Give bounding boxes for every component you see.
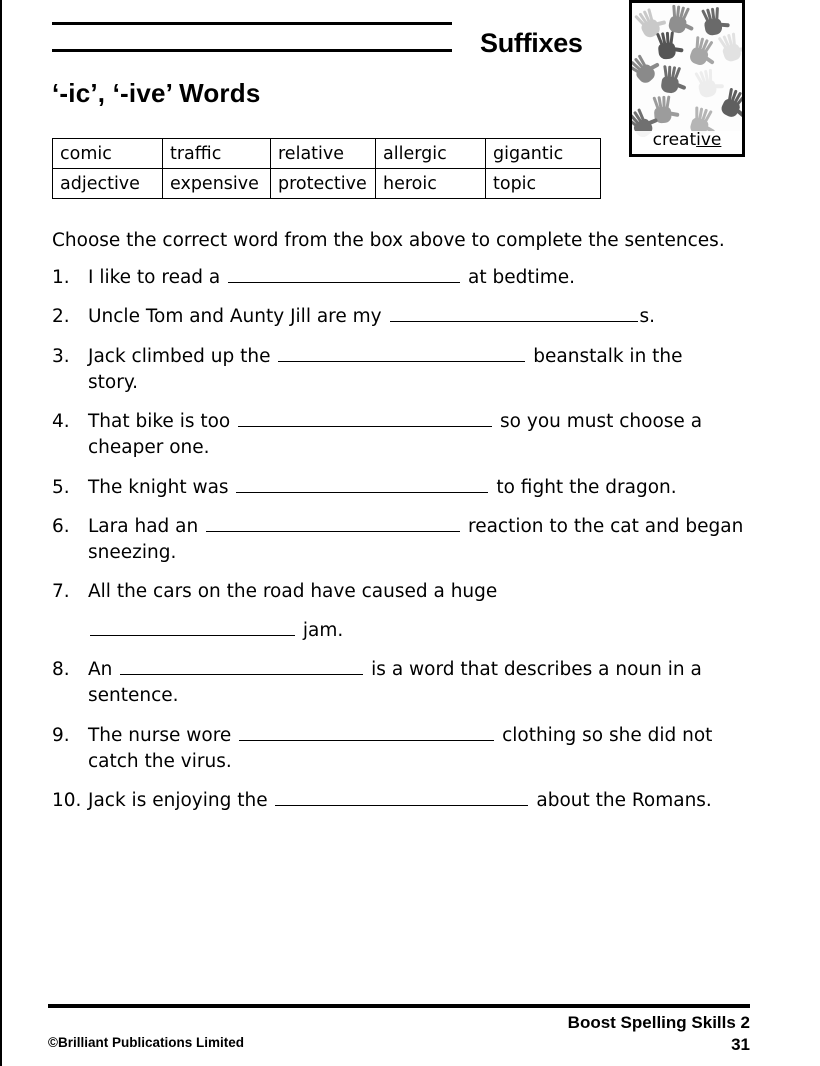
caption-prefix: creat <box>652 130 697 151</box>
item-text-after: to fight the dragon. <box>496 476 677 498</box>
item-text-after: jam. <box>302 619 344 641</box>
handprint-icon <box>656 63 686 96</box>
item-number: 9. <box>52 724 70 746</box>
handprint-icon <box>653 30 682 63</box>
item-text-tail: story. <box>88 371 139 393</box>
handprint-icon <box>714 30 745 67</box>
item-text-after: about the Romans. <box>536 790 712 812</box>
answer-blank[interactable] <box>228 265 460 283</box>
list-item <box>52 788 752 814</box>
item-text-before: The knight was <box>88 476 229 498</box>
item-text-before: I like to read a <box>88 267 221 289</box>
item-text-tail: sneezing. <box>88 542 177 564</box>
writing-line-1 <box>52 22 452 25</box>
list-item <box>52 514 752 567</box>
list-item <box>52 579 752 644</box>
word-cell: heroic <box>376 169 486 199</box>
item-number: 1. <box>52 267 70 288</box>
table-row <box>53 139 601 169</box>
answer-blank[interactable] <box>390 304 638 322</box>
answer-blank[interactable] <box>275 788 528 806</box>
word-cell: adjective <box>53 169 163 199</box>
item-text-after: at bedtime. <box>468 267 576 289</box>
item-text-after: beanstalk in the <box>533 345 683 367</box>
list-item <box>52 475 752 501</box>
word-cell: traffic <box>163 139 271 169</box>
table-row <box>53 169 601 199</box>
list-item <box>52 304 752 330</box>
item-number: 5. <box>52 476 70 498</box>
item-number: 10. <box>52 790 82 812</box>
footer-copyright: ©Brilliant Publications Limited <box>48 1035 244 1050</box>
writing-line-2 <box>52 49 452 52</box>
list-item <box>52 265 752 291</box>
word-cell: topic <box>486 169 601 199</box>
answer-blank[interactable] <box>236 475 488 493</box>
item-number: 7. <box>52 581 70 603</box>
item-text-before: That bike is too <box>88 411 231 433</box>
item-text-before: The nurse wore <box>88 724 232 746</box>
item-text-before: All the cars on the road have caused a huge <box>88 581 498 603</box>
word-cell: comic <box>53 139 163 169</box>
item-text-after: so you must choose a <box>500 411 703 433</box>
illustration-caption <box>632 131 742 150</box>
footer-page-number: 31 <box>731 1035 750 1055</box>
item-text-before: Jack climbed up the <box>88 345 271 367</box>
list-item <box>52 344 752 397</box>
list-item <box>52 409 752 462</box>
footer-divider <box>48 1004 750 1008</box>
word-box-table <box>52 138 601 199</box>
item-number: 6. <box>52 515 70 537</box>
illustration-box <box>629 0 745 157</box>
footer-book-info <box>568 1012 750 1057</box>
handprint-icon <box>684 33 719 70</box>
worksheet-subtitle: ‘-ic’, ‘-ive’ Words <box>52 78 261 108</box>
item-text-after: reaction to the cat and began <box>468 515 744 537</box>
handprint-icon <box>691 66 723 101</box>
exercise-items-list <box>52 265 752 827</box>
answer-blank[interactable] <box>90 618 295 636</box>
word-cell: expensive <box>163 169 271 199</box>
answer-blank[interactable] <box>238 409 492 427</box>
item-text-after: clothing so she did not <box>502 724 713 746</box>
item-text-tail: cheaper one. <box>88 437 210 459</box>
item-text-before: Lara had an <box>88 515 199 537</box>
item-text-tail: catch the virus. <box>88 750 232 772</box>
answer-blank[interactable] <box>120 657 363 675</box>
word-cell: protective <box>271 169 376 199</box>
footer-book-title: Boost Spelling Skills 2 <box>567 1013 750 1032</box>
item-number: 4. <box>52 411 70 433</box>
item-text-after: is a word that describes a noun in a <box>371 659 702 681</box>
answer-blank[interactable] <box>239 723 494 741</box>
item-text-before: Jack is enjoying the <box>88 790 268 812</box>
answer-blank[interactable] <box>278 344 525 362</box>
page-title: Suffixes <box>480 28 583 58</box>
item-number: 2. <box>52 306 70 328</box>
item-text-before: An <box>88 659 113 681</box>
item-text-before: Uncle Tom and Aunty Jill are my <box>88 306 382 328</box>
item-number: 3. <box>52 345 70 367</box>
caption-suffix-underlined: ive <box>696 130 722 151</box>
instruction-text: Choose the correct word from the box above to complete the sentences. <box>52 230 725 251</box>
word-cell: gigantic <box>486 139 601 169</box>
list-item <box>52 723 752 776</box>
item-text-after: s. <box>639 306 656 328</box>
name-date-writing-lines <box>52 22 452 76</box>
word-cell: allergic <box>376 139 486 169</box>
item-number: 8. <box>52 659 70 681</box>
word-cell: relative <box>271 139 376 169</box>
answer-blank[interactable] <box>206 514 460 532</box>
item-second-line <box>88 618 752 644</box>
item-text-tail: sentence. <box>88 685 179 707</box>
list-item <box>52 657 752 710</box>
